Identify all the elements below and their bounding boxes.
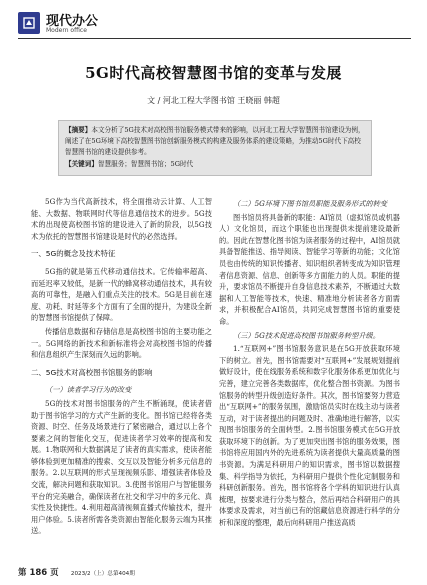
- journal-subtitle: Modern office: [46, 27, 87, 34]
- left-column: [31, 196, 212, 539]
- subsection-heading: （二）5G环境下图书馆员职能及服务形式的转变: [233, 199, 388, 208]
- keywords-line: [65, 159, 365, 170]
- page-footer: [18, 566, 135, 578]
- logo-emblem-icon: [22, 16, 36, 30]
- keywords-label: 【关键词】: [65, 160, 98, 168]
- section-heading-2: 二、5G技术对高校图书馆服务的影响: [31, 367, 153, 377]
- subsection-heading: （一）读者学习行为的改变: [45, 385, 132, 395]
- article-author: 文 / 河北工程大学图书馆 王晓丽 韩超: [147, 96, 280, 105]
- issue-info: 2023/2（上）总第404期: [70, 571, 135, 577]
- intro-paragraph: 5G作为当代高新技术，将全面推动云计算、人工智能、大数据、物联网时代等信息通信技术的进步。5G技术的出现使高校图书馆的建设进入了新的阶段，以5G技术为依托的智慧图书馆建设是时代的必然选择。: [31, 197, 212, 241]
- keywords-text: 智慧服务；智慧图书馆；5G时代: [97, 160, 194, 168]
- abstract-box: [58, 120, 372, 176]
- subsection-heading: （三）5G技术促进高校图书馆服务转型升级。: [233, 330, 380, 340]
- page-number: 第 186 页: [18, 568, 59, 578]
- body-paragraph: 传播信息数据和存储信息是高校图书馆的主要功能之一。5G网络的新技术和新标准将会对高校图书馆的传播和信息组织产生深刻而久远的影响。: [31, 326, 212, 360]
- body-paragraph: 5G指的就是第五代移动通信技术。它传输率超高、而延迟率又较低，是新一代的蜂窝移动通信技术，具有较高的可靠性，是融入们重点关注的技术。5G是目前在速度、功耗、时延等多个方面有了全面的提升，为建设全新的智慧图书馆提供了保障。: [31, 266, 212, 323]
- abstract-text: 本文分析了5G技术对高校图书馆服务模式带来的影响，以河北工程大学智慧图书馆建设为例，阐述了在5G环境下高校智慧图书馆创新服务模式的构建及服务体系的建设策略，为推动5G时代下高校智慧图书馆的建设提供参考。: [65, 126, 365, 156]
- right-column: [219, 196, 400, 531]
- body-paragraph: 1.“互联网+”图书馆服务意识是在5G开放获取环境下的树立。首先，图书馆需要对“互联网+”发展规划提前做好设计，使在线服务系统和数字化服务体系更加优化与完善，建立完善各类数据库，优化整合图书资源。为图书馆服务的转型升级创造好条件。其次，图书馆要努力营造出“互联网+”的服务氛围，激励馆员实时在线主动与读者互动，对于读者提出的问题及时、准确地进行解答，以实现图书馆服务的全面转型。2.图书馆服务模式在5G开放获取环境下的创新。为了更加突出图书馆的服务效果，图书馆将应用国内外的先进系统为读者提供大量高质量的图书资源。为满足科研用户的知识需求，图书馆以数据搜集、科学指导为依托，为科研用户提供个性化定制服务和科研创新服务。首先，图书馆将各个学科的知识进行认真梳理，按要求进行分类与整合，然后再结合科研用户的具体要求及需求，对当前已有的馆藏信息资源进行科学的分析和深度的整理，最后向科研用户推送高质: [219, 344, 400, 528]
- abstract-label: 【摘要】: [65, 126, 92, 134]
- header-divider: [18, 38, 411, 39]
- journal-title: 现代办公: [46, 14, 99, 29]
- abstract-paragraph: [65, 125, 365, 158]
- journal-logo: [18, 12, 40, 34]
- article-title: 5G时代高校智慧图书馆的变革与发展: [85, 64, 342, 82]
- body-paragraph: 图书馆员将具备新的职能：AI馆员（虚拟馆员或机器人）文化馆员，而这个职能也出现提供未提前建设最新的。因此在智慧化图书馆为读者服务的过程中，AI馆员就具备智能推送、指导阅读、智能学习等新的功能；文化馆员也由传统的知识传播者、知识组织者转变成为知识管理者信息资源、信息、创新等多方面能力的人员。职能的提升，要求馆员不断提升自身信息技术素养，不断通过大数据和人工智能等技术，快速、精准地分析读者各方面需求，并积极配合AI馆员，共同完成智慧图书馆的重要使命。: [219, 212, 400, 326]
- section-heading-1: 一、5G的概念及技术特征: [31, 249, 116, 259]
- body-paragraph: 5G的技术对图书馆服务的产生不断涌现，使读者借助于图书馆学习的方式产生新的变化。图书馆已经将各类资源、时空、任务及场景进行了紧密融合，通过以上各个要素之间的智能化交互，促进读者学习效率的提高和发展。1.物联网和大数据满足了读者的真实需求，使读者能够体验到更加精准的搜索、交互以及智能分析多元信息的服务。2.以互联网的形式呈现视频乐影、增强读者体验及交流，解决问题和获取知识。3.使图书馆用户与智能服务平台的完美融合，确保读者在社交和学习中的多元化、真实性及快捷性。4.利用超高清视频直播式传输技术，提升用户体验。5.读者所需各类资源由智能化服务云端为其推送。: [31, 398, 212, 536]
